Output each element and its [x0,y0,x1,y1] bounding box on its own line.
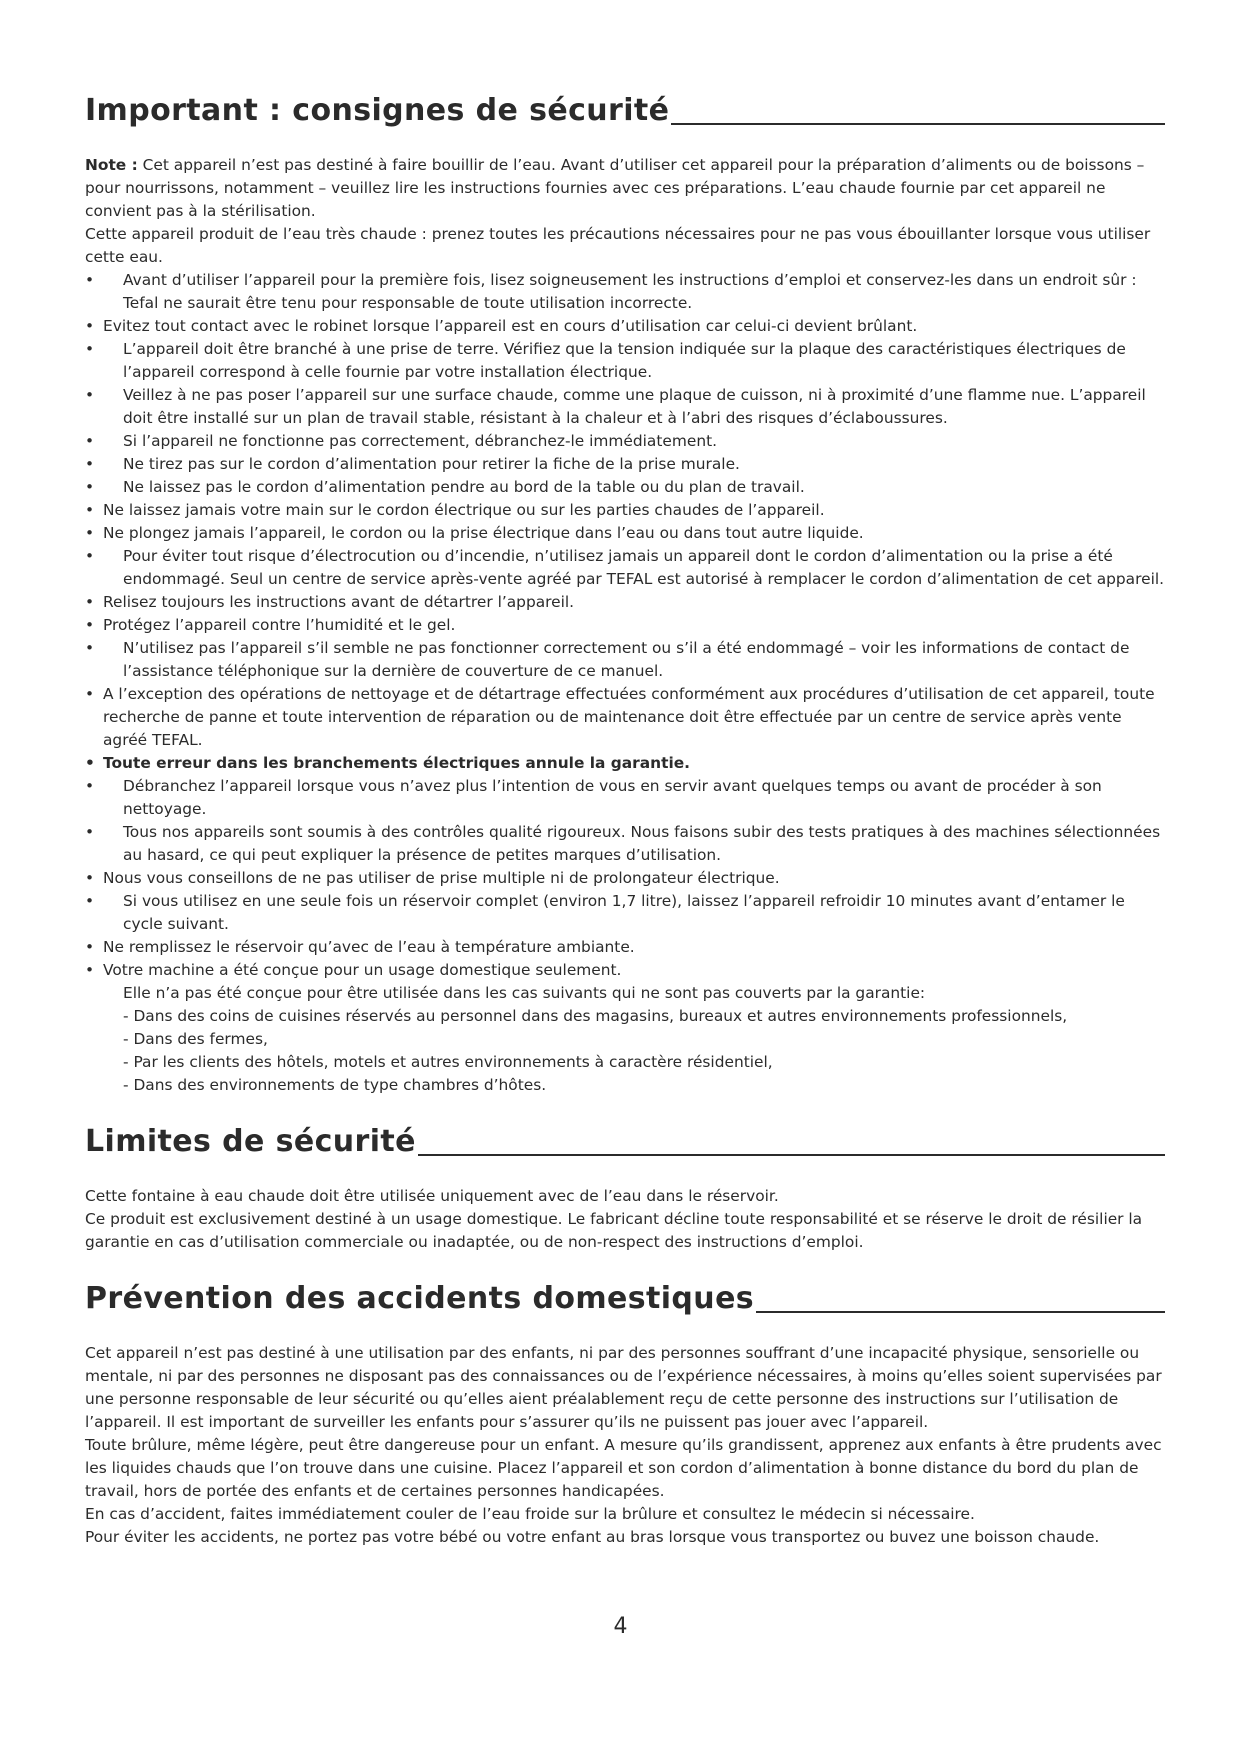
list-item: • Ne remplissez le réservoir qu’avec de l’eau à température ambiante. [85,936,1165,959]
heading-rule [671,123,1165,125]
usage-case: - Par les clients des hôtels, motels et autres environnements à caractère résidentiel, [123,1053,773,1071]
list-item: • Evitez tout contact avec le robinet lorsque l’appareil est en cours d’utilisation car celui-ci devient brûlant. [85,315,1165,338]
list-item: • N’utilisez pas l’appareil s’il semble ne pas fonctionner correctement ou s’il a été endommagé – voir les informations de contact de l’assistance téléphonique sur la dernière de couverture de ce manuel. [85,637,1165,683]
section-heading-limits [85,1123,1165,1161]
list-item: • Débranchez l’appareil lorsque vous n’avez plus l’intention de vous en servir avant quelques temps ou avant de procéder à son nettoyage. [85,775,1165,821]
section-title: Limites de sécurité [85,1124,416,1159]
list-item: • Ne tirez pas sur le cordon d’alimentation pour retirer la fiche de la prise murale. [85,453,1165,476]
paragraph: Ce produit est exclusivement destiné à un usage domestique. Le fabricant décline toute responsabilité et se réserve le droit de résilier la garantie en cas d’utilisation commerciale ou inadaptée, ou de non-respect des instructions d’emploi. [85,1210,1143,1251]
list-item-warranty-warning: • Toute erreur dans les branchements électriques annule la garantie. [85,752,1165,775]
usage-case: - Dans des coins de cuisines réservés au personnel dans des magasins, bureaux et autres environnements professionnels, [123,1007,1068,1025]
note-paragraph [85,154,1165,223]
usage-case: - Dans des fermes, [123,1030,268,1048]
list-item: • Si vous utilisez en une seule fois un réservoir complet (environ 1,7 litre), laissez l’appareil refroidir 10 minutes avant d’entamer le cycle suivant. [85,890,1165,936]
paragraph: Toute brûlure, même légère, peut être dangereuse pour un enfant. A mesure qu’ils grandissent, apprenez aux enfants à être prudents avec les liquides chauds que l’on trouve dans une cuisine. Placez l’appareil et son cordon d’alimentation à bonne distance du bord du plan de travail, hors de portée des enfants et de certaines personnes handicapées. [85,1436,1162,1500]
note-label: Note : [85,156,138,174]
note-text: Cet appareil n’est pas destiné à faire bouillir de l’eau. Avant d’utiliser cet appareil pour la préparation d’aliments ou de boissons – pour nourrissons, notamment – veuillez lire les instructions fournies avec ces préparations. L’eau chaude fournie par cet appareil ne convient pas à la stérilisation. [85,156,1145,220]
paragraph: Cette fontaine à eau chaude doit être utilisée uniquement avec de l’eau dans le réservoir. [85,1187,779,1205]
section-title: Important : consignes de sécurité [85,93,670,128]
list-item: • Relisez toujours les instructions avant de détartrer l’appareil. [85,591,1165,614]
heading-rule [756,1311,1165,1313]
list-item: • Pour éviter tout risque d’électrocution ou d’incendie, n’utilisez jamais un appareil dont le cordon d’alimentation ou la prise a été endommagé. Seul un centre de service après-vente agréé par TEFAL est autorisé à remplacer le cordon d’alimentation de cet appareil. [85,545,1165,591]
list-item: • Tous nos appareils sont soumis à des contrôles qualité rigoureux. Nous faisons subir des tests pratiques à des machines sélectionnées au hasard, ce qui peut expliquer la présence de petites marques d’utilisation. [85,821,1165,867]
list-item: • Veillez à ne pas poser l’appareil sur une surface chaude, comme une plaque de cuisson, ni à proximité d’une flamme nue. L’appareil doit être installé sur un plan de travail stable, résistant à la chaleur et à l’abri des risques d’éclaboussures. [85,384,1165,430]
list-item: • Votre machine a été conçue pour un usage domestique seulement. [85,959,1165,982]
manual-page [85,92,1165,1549]
usage-intro: Elle n’a pas été conçue pour être utilisée dans les cas suivants qui ne sont pas couverts par la garantie: [123,984,926,1002]
page-number: 4 [613,1614,628,1639]
list-item: • A l’exception des opérations de nettoyage et de détartrage effectuées conformément aux procédures d’utilisation de cet appareil, toute recherche de panne et toute intervention de réparation ou de maintenance doit être effectuée par un centre de service après vente agréé TEFAL. [85,683,1165,752]
list-item: • Nous vous conseillons de ne pas utiliser de prise multiple ni de prolongateur électrique. [85,867,1165,890]
heading-rule [418,1154,1165,1156]
section-title: Prévention des accidents domestiques [85,1281,755,1316]
usage-case: - Dans des environnements de type chambres d’hôtes. [123,1076,547,1094]
paragraph: Pour éviter les accidents, ne portez pas votre bébé ou votre enfant au bras lorsque vous transportez ou buvez une boisson chaude. [85,1528,1100,1546]
paragraph: Cet appareil n’est pas destiné à une utilisation par des enfants, ni par des personnes souffrant d’une incapacité physique, sensorielle ou mentale, ni par des personnes ne disposant pas des connaissances ou de l’expérience nécessaires, à moins qu’elles soient supervisées par une personne responsable de leur sécurité ou qu’elles aient préalablement reçu de cette personne des instructions sur l’utilisation de l’appareil. Il est important de surveiller les enfants pour s’assurer qu’ils ne puissent pas jouer avec l’appareil. [85,1344,1162,1431]
list-item: • Protégez l’appareil contre l’humidité et le gel. [85,614,1165,637]
section-heading-prevention [85,1280,1165,1318]
paragraph: En cas d’accident, faites immédiatement couler de l’eau froide sur la brûlure et consultez le médecin si nécessaire. [85,1505,975,1523]
list-item: • Ne laissez pas le cordon d’alimentation pendre au bord de la table ou du plan de travail. [85,476,1165,499]
list-item: • Ne plongez jamais l’appareil, le cordon ou la prise électrique dans l’eau ou dans tout autre liquide. [85,522,1165,545]
section-heading-safety [85,92,1165,130]
list-item: • Ne laissez jamais votre main sur le cordon électrique ou sur les parties chaudes de l’appareil. [85,499,1165,522]
intro-paragraph: Cette appareil produit de l’eau très chaude : prenez toutes les précautions nécessaires pour ne pas vous ébouillanter lorsque vous utiliser cette eau. [85,225,1151,266]
list-item: • Si l’appareil ne fonctionne pas correctement, débranchez-le immédiatement. [85,430,1165,453]
safety-list [85,269,1165,982]
list-item: • L’appareil doit être branché à une prise de terre. Vérifiez que la tension indiquée sur la plaque des caractéristiques électriques de l’appareil correspond à celle fournie par votre installation électrique. [85,338,1165,384]
list-item: • Avant d’utiliser l’appareil pour la première fois, lisez soigneusement les instructions d’emploi et conservez-les dans un endroit sûr : Tefal ne saurait être tenu pour responsable de toute utilisation incorrecte. [85,269,1165,315]
